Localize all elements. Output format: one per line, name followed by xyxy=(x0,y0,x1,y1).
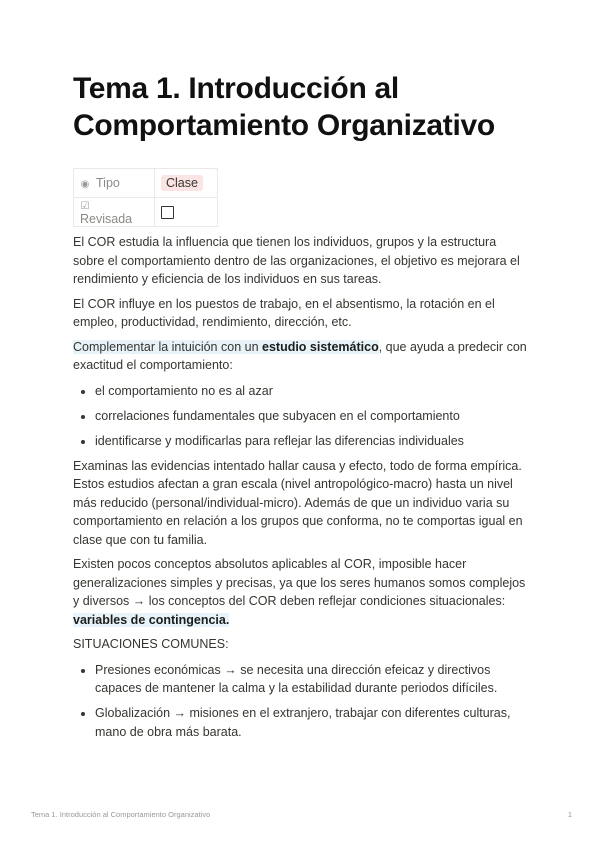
footer-title: Tema 1. Introducción al Comportamiento Organizativo xyxy=(31,810,211,819)
property-key: ☑Revisada xyxy=(74,198,155,227)
bullet-list xyxy=(73,382,528,451)
list-item: • correlaciones fundamentales que subyacen en el comportamiento xyxy=(95,407,528,426)
tipo-tag[interactable]: Clase xyxy=(161,175,203,191)
paragraph: Examinas las evidencias intentado hallar causa y efecto, todo de forma empírica. Estos estudios afectan a gran escala (nivel antropológico-macro) hasta un nivel más reducido (personal/individual-micro). Además de que un individuo varia su comportamiento en relación a los grupos que conforma, no te comportas igual en clase que con tu familia. xyxy=(73,458,523,547)
bullet-list xyxy=(73,661,528,742)
property-value[interactable] xyxy=(155,198,218,227)
highlight: Complementar la intuición con un estudio sistemático xyxy=(73,339,379,354)
property-value[interactable] xyxy=(155,169,218,198)
page-footer xyxy=(31,810,572,819)
paragraph: Existen pocos conceptos absolutos aplicables al COR, imposible hacer generalizaciones simples y precisas, ya que los seres humanos somos complejos y diversos → los conceptos del COR deben reflejar condiciones situacionales: variables de contingencia. xyxy=(73,557,526,627)
list-item: • el comportamiento no es al azar xyxy=(95,382,528,401)
properties-table xyxy=(73,168,218,227)
list-item: • Presiones económicas → se necesita una dirección efeicaz y directivos capaces de mantener la calma y la estabilidad durante periodos difíciles. xyxy=(95,661,528,698)
checkbox-icon: ☑ xyxy=(80,201,90,212)
list-item: • identificarse y modificarlas para reflejar las diferencias individuales xyxy=(95,432,528,451)
page-content xyxy=(73,70,528,748)
property-row-revisada xyxy=(74,198,218,227)
page-number: 1 xyxy=(567,810,572,819)
section-label: SITUACIONES COMUNES: xyxy=(73,637,229,651)
status-icon: ◉ xyxy=(80,179,90,190)
paragraph: El COR estudia la influencia que tienen los individuos, grupos y la estructura sobre el comportamiento dentro de las organizaciones, el objetivo es mejorara el rendimiento y eficiencia de los individuos en sus tareas. xyxy=(73,235,520,286)
list-item: • Globalización → misiones en el extranjero, trabajar con diferentes culturas, mano de obra más barata. xyxy=(95,704,528,741)
revisada-checkbox[interactable] xyxy=(161,206,174,219)
paragraph: El COR influye en los puestos de trabajo, en el absentismo, la rotación en el empleo, productividad, rendimiento, dirección, etc. xyxy=(73,296,495,329)
page-title: Tema 1. Introducción al Comportamiento Organizativo xyxy=(73,72,495,142)
property-row-tipo xyxy=(74,169,218,198)
paragraph: Complementar la intuición con un estudio sistemático, que ayuda a predecir con exactitud el comportamiento: xyxy=(73,339,527,372)
property-key: ◉ Tipo xyxy=(74,169,155,198)
